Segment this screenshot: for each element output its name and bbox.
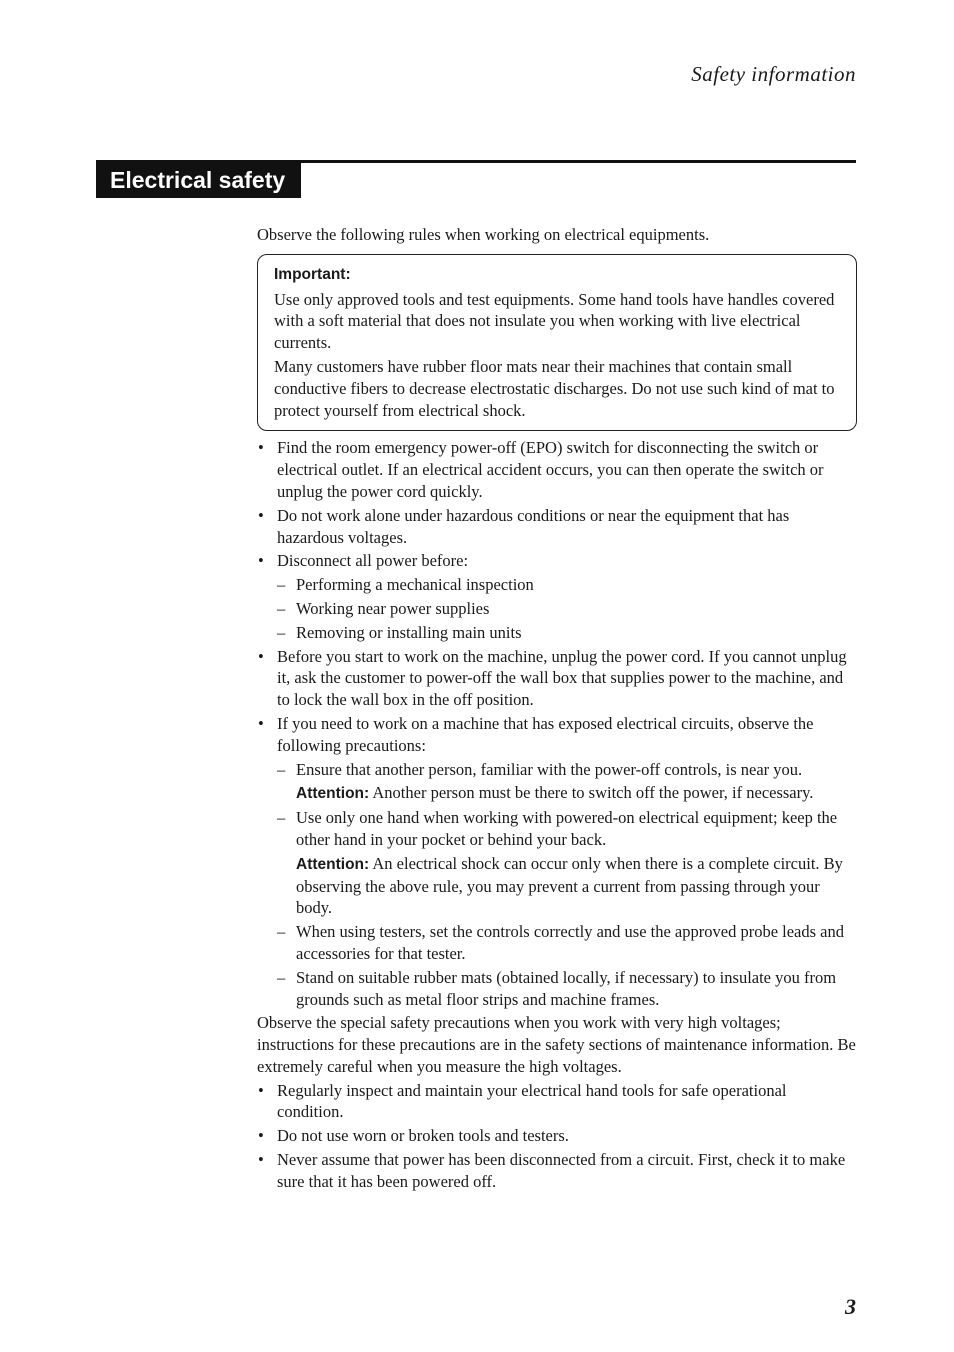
running-head: Safety information — [691, 62, 856, 86]
page-number: 3 — [845, 1294, 856, 1319]
precautions-list — [257, 437, 857, 1010]
dash-icon: – — [277, 967, 286, 987]
important-paragraph: Use only approved tools and test equipments. Some hand tools have handles covered with a soft material that does not insulate you when working with live electrical currents. — [274, 289, 835, 353]
bullet-icon: • — [258, 1150, 264, 1170]
list-item — [257, 1080, 857, 1124]
important-notice-box — [257, 254, 857, 432]
sub-list — [277, 574, 857, 643]
sub-list-item-text: Use only one hand when working with powered-on electrical equipment; keep the other hand in your pocket or behind your back. — [296, 808, 838, 849]
list-item-text: Never assume that power has been disconnected from a circuit. First, check it to make sure that it has been powered off. — [277, 1150, 846, 1191]
document-body — [257, 224, 857, 1195]
dash-icon: – — [277, 575, 286, 595]
list-item-text: If you need to work on a machine that has exposed electrical circuits, observe the following precautions: — [277, 713, 814, 755]
dash-icon: – — [277, 622, 286, 642]
list-item-text: Regularly inspect and maintain your electrical hand tools for safe operational condition. — [277, 1080, 787, 1122]
bullet-icon: • — [258, 438, 264, 458]
list-item-text: Do not work alone under hazardous conditions or near the equipment that has hazardous voltages. — [277, 505, 790, 547]
dash-icon: – — [277, 759, 286, 779]
attention-text: Another person must be there to switch off the power, if necessary. — [369, 783, 814, 803]
attention-text: An electrical shock can occur only when there is a complete circuit. By observing the above rule, you may prevent a current from passing through your body. — [296, 853, 843, 918]
attention-label: Attention: — [296, 855, 370, 873]
attention-label: Attention: — [296, 785, 370, 803]
intro-paragraph: Observe the following rules when working on electrical equipments. — [257, 225, 710, 244]
sub-list-item — [277, 574, 857, 596]
high-voltage-paragraph: Observe the special safety precautions when you work with very high voltages; instructions for these precautions are in the safety sections of maintenance information. Be extremely careful when you measure the high voltages. — [257, 1013, 856, 1076]
attention-note — [296, 782, 857, 805]
list-item — [257, 1125, 857, 1147]
dash-icon: – — [277, 808, 286, 828]
bullet-icon: • — [258, 646, 264, 666]
list-item — [257, 550, 857, 643]
list-item — [257, 713, 857, 1010]
list-item — [257, 437, 857, 502]
dash-icon: – — [277, 598, 286, 618]
tools-list — [257, 1080, 857, 1193]
list-item-text: Before you start to work on the machine, unplug the power cord. If you cannot unplug it, ask the customer to power-off the wall box that supplies power to the machine, and to lock the wall box in the off position. — [277, 646, 847, 710]
sub-list-item-text: Stand on suitable rubber mats (obtained locally, if necessary) to insulate you from grounds such as metal floor strips and machine frames. — [296, 967, 837, 1009]
bullet-icon: • — [258, 1080, 264, 1100]
sub-list-item-text: Removing or installing main units — [296, 622, 522, 642]
sub-list-item — [277, 967, 857, 1011]
sub-list-item-text: Ensure that another person, familiar with the power-off controls, is near you. — [296, 759, 803, 779]
sub-list — [277, 759, 857, 1011]
bullet-icon: • — [258, 1126, 264, 1146]
sub-list-item — [277, 622, 857, 644]
sub-list-item — [277, 759, 857, 806]
important-label: Important: — [274, 265, 351, 283]
sub-list-item-text: Working near power supplies — [296, 598, 490, 618]
sub-list-item-text: When using testers, set the controls correctly and use the approved probe leads and accessories for that tester. — [296, 922, 844, 963]
attention-note — [296, 853, 857, 919]
section-title: Electrical safety — [96, 162, 301, 198]
sub-list-item — [277, 598, 857, 620]
list-item-text: Do not use worn or broken tools and testers. — [277, 1126, 569, 1146]
list-item — [257, 1149, 857, 1193]
list-item-text: Find the room emergency power-off (EPO) switch for disconnecting the switch or electrical outlet. If an electrical accident occurs, you can then operate the switch or unplug the power cord quickly. — [277, 438, 824, 501]
sub-list-item — [277, 807, 857, 919]
list-item — [257, 505, 857, 549]
bullet-icon: • — [258, 505, 264, 525]
dash-icon: – — [277, 922, 286, 942]
bullet-icon: • — [258, 551, 264, 571]
list-item — [257, 646, 857, 711]
important-paragraph: Many customers have rubber floor mats near their machines that contain small conductive fibers to decrease electrostatic discharges. Do not use such kind of mat to protect yourself from electrical shock. — [274, 356, 835, 420]
list-item-text: Disconnect all power before: — [277, 551, 469, 571]
bullet-icon: • — [258, 713, 264, 733]
sub-list-item — [277, 921, 857, 965]
sub-list-item-text: Performing a mechanical inspection — [296, 575, 534, 595]
